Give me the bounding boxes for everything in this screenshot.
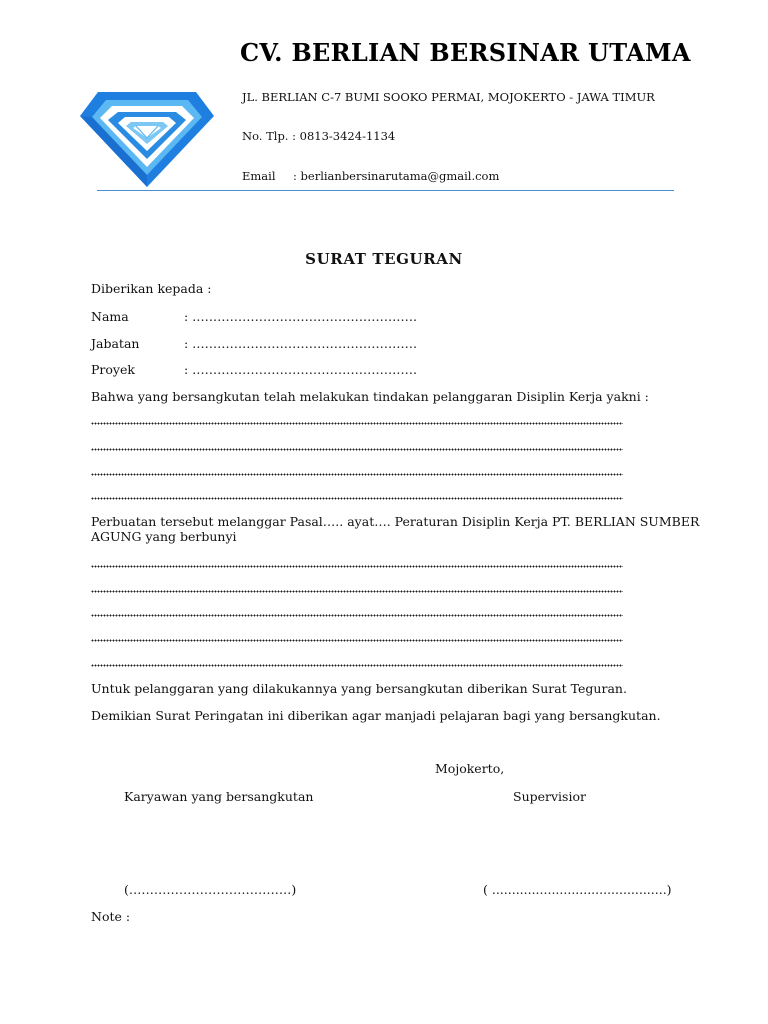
field-label-proyek: Proyek: [91, 362, 135, 377]
document-title: SURAT TEGURAN: [305, 250, 463, 268]
field-value-jabatan[interactable]: : ………………………………………………: [184, 336, 418, 351]
rule-statement-line2: AGUNG yang berbunyi: [91, 529, 237, 544]
field-label-jabatan: Jabatan: [91, 336, 140, 351]
place-date: Mojokerto,: [435, 761, 505, 776]
supervisor-signature-label: Supervisior: [513, 789, 586, 804]
rule-fill-line[interactable]: [91, 565, 623, 568]
diamond-logo-icon: [78, 86, 216, 189]
given-to-label: Diberikan kepada :: [91, 281, 212, 296]
closing-text: Demikian Surat Peringatan ini diberikan agar manjadi pelajaran bagi yang bersangkutan.: [91, 708, 661, 723]
field-value-proyek[interactable]: : ………………………………………………: [184, 362, 418, 377]
employee-signature-label: Karyawan yang bersangkutan: [124, 789, 314, 804]
violation-statement: Bahwa yang bersangkutan telah melakukan tindakan pelanggaran Disiplin Kerja yakni :: [91, 389, 649, 404]
company-address: JL. BERLIAN C-7 BUMI SOOKO PERMAI, MOJOKERTO - JAWA TIMUR: [242, 90, 655, 104]
violation-fill-line[interactable]: [91, 422, 623, 425]
violation-fill-line[interactable]: [91, 473, 623, 476]
field-value-nama[interactable]: : ………………………………………………: [184, 309, 418, 324]
rule-fill-line[interactable]: [91, 639, 623, 642]
rule-fill-line[interactable]: [91, 590, 623, 593]
header-divider: [97, 190, 674, 191]
rule-fill-line[interactable]: [91, 614, 623, 617]
rule-statement-line1: Perbuatan tersebut melanggar Pasal….. ayat…. Peraturan Disiplin Kerja PT. BERLIAN SUMBER: [91, 514, 700, 529]
company-name: CV. BERLIAN BERSINAR UTAMA: [240, 38, 691, 67]
rule-fill-line[interactable]: [91, 664, 623, 667]
note-label: Note :: [91, 909, 131, 924]
supervisor-signature-line[interactable]: ( ............................................): [483, 882, 672, 897]
field-label-nama: Nama: [91, 309, 129, 324]
violation-fill-line[interactable]: [91, 497, 623, 500]
company-phone: No. Tlp. : 0813-3424-1134: [242, 129, 396, 143]
email-label: Email: [242, 169, 276, 183]
email-value: : berlianbersinarutama@gmail.com: [293, 169, 500, 183]
conclusion-text: Untuk pelanggaran yang dilakukannya yang bersangkutan diberikan Surat Teguran.: [91, 681, 627, 696]
employee-signature-line[interactable]: (…………………………………): [124, 882, 297, 897]
violation-fill-line[interactable]: [91, 448, 623, 451]
